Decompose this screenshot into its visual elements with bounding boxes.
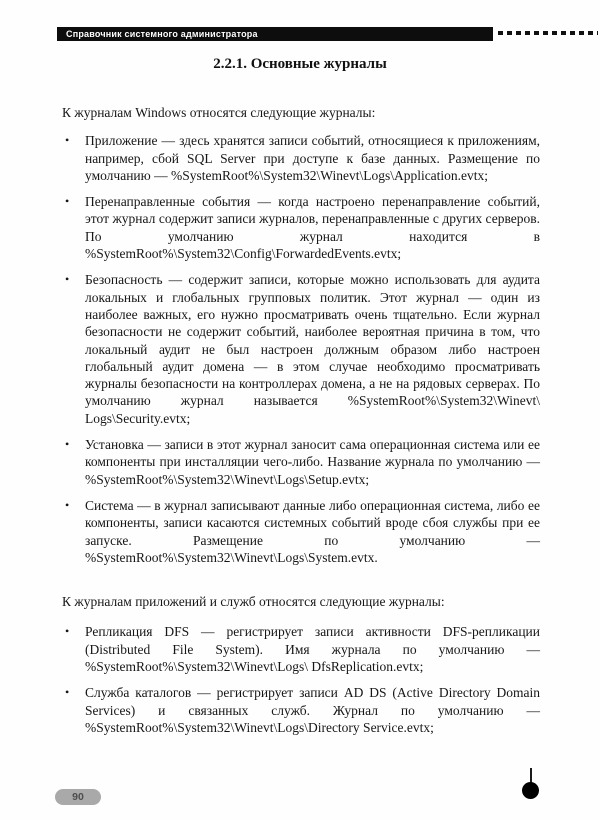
list-item-text: Приложение — здесь хранятся записи событий, относящиеся к приложениям, например, сбой SQL Server при доступе к базе данных. Размещение по умолчанию — %SystemRoot%\System32\Winevt\Logs\Application.evtx; [85,133,540,183]
bullet-icon: • [65,133,70,148]
intro-paragraph-apps: К журналам приложений и служб относятся следующие журналы: [62,594,445,610]
list-item-text: Служба каталогов — регистрирует записи AD DS (Active Directory Domain Services) и связанных служб. Журнал по умолчанию — %SystemRoot%\System32\Winevt\Logs\Directory Service.evtx; [85,685,540,735]
list-item-text: Установка — записи в этот журнал заносит сама операционная система или ее компоненты при инсталляции чего-либо. Название журнала по умолчанию — %SystemRoot%\System32\Winevt\Logs\Setup.evtx; [85,437,540,487]
windows-logs-list [62,132,540,566]
bullet-icon: • [65,685,70,700]
list-item [62,497,540,566]
header-dashed-line [498,31,598,35]
list-item-text: Репликация DFS — регистрирует записи активности DFS-репликации (Distributed File System). Имя журнала по умолчанию — %SystemRoot%\System32\Winevt\Logs\ DfsReplication.evtx; [85,624,540,675]
list-item [62,684,540,736]
list-item [62,271,540,427]
list-item [62,132,540,184]
bullet-icon: • [65,437,70,452]
list-item [62,436,540,488]
running-head-text: Справочник системного администратора [66,29,258,39]
list-item-text: Система — в журнал записывают данные либо операционная система, либо ее компоненты, записи касаются системных событий вроде сбоя службы при ее запуске. Размещение по умолчанию — %SystemRoot%\System32\Winevt\Logs\System.evtx. [85,497,540,565]
running-head [57,27,493,41]
list-item [62,623,540,675]
intro-paragraph-windows: К журналам Windows относятся следующие журналы: [62,105,376,120]
bullet-icon: • [65,272,70,287]
bullet-icon: • [65,194,70,209]
bullet-icon: • [65,624,70,639]
page-number-badge [55,789,101,805]
list-item-text: Безопасность — содержит записи, которые можно использовать для аудита локальных и глобальных групповых политик. Этот журнал — один из наиболее важных, его нужно просматривать очень тщательно. Если журнал безопасности не содержит событий, наиболее вероятная причина в том, что локальный аудит не был настроен должным образом либо настроен глобальный аудит домена — в этом случае необходимо просматривать журналы безопасности на контроллерах домена, а не на рядовых серверах. По умолчанию журнал называется %SystemRoot%\System32\Winevt\ Logs\Security.evtx; [85,272,540,426]
list-item [62,193,540,262]
list-item-text: Перенаправленные события — когда настроено перенаправление событий, этот журнал содержит записи журналов, перенаправленные с других серверов. По умолчанию журнал находится в %SystemRoot%\System32\Config\ForwardedEvents.evtx; [85,194,540,262]
page-number: 90 [72,791,84,803]
page-body [62,104,540,745]
section-title: 2.2.1. Основные журналы [213,56,387,72]
apps-logs-list [62,623,540,736]
decorative-dot-icon [522,782,539,799]
bullet-icon: • [65,497,70,512]
